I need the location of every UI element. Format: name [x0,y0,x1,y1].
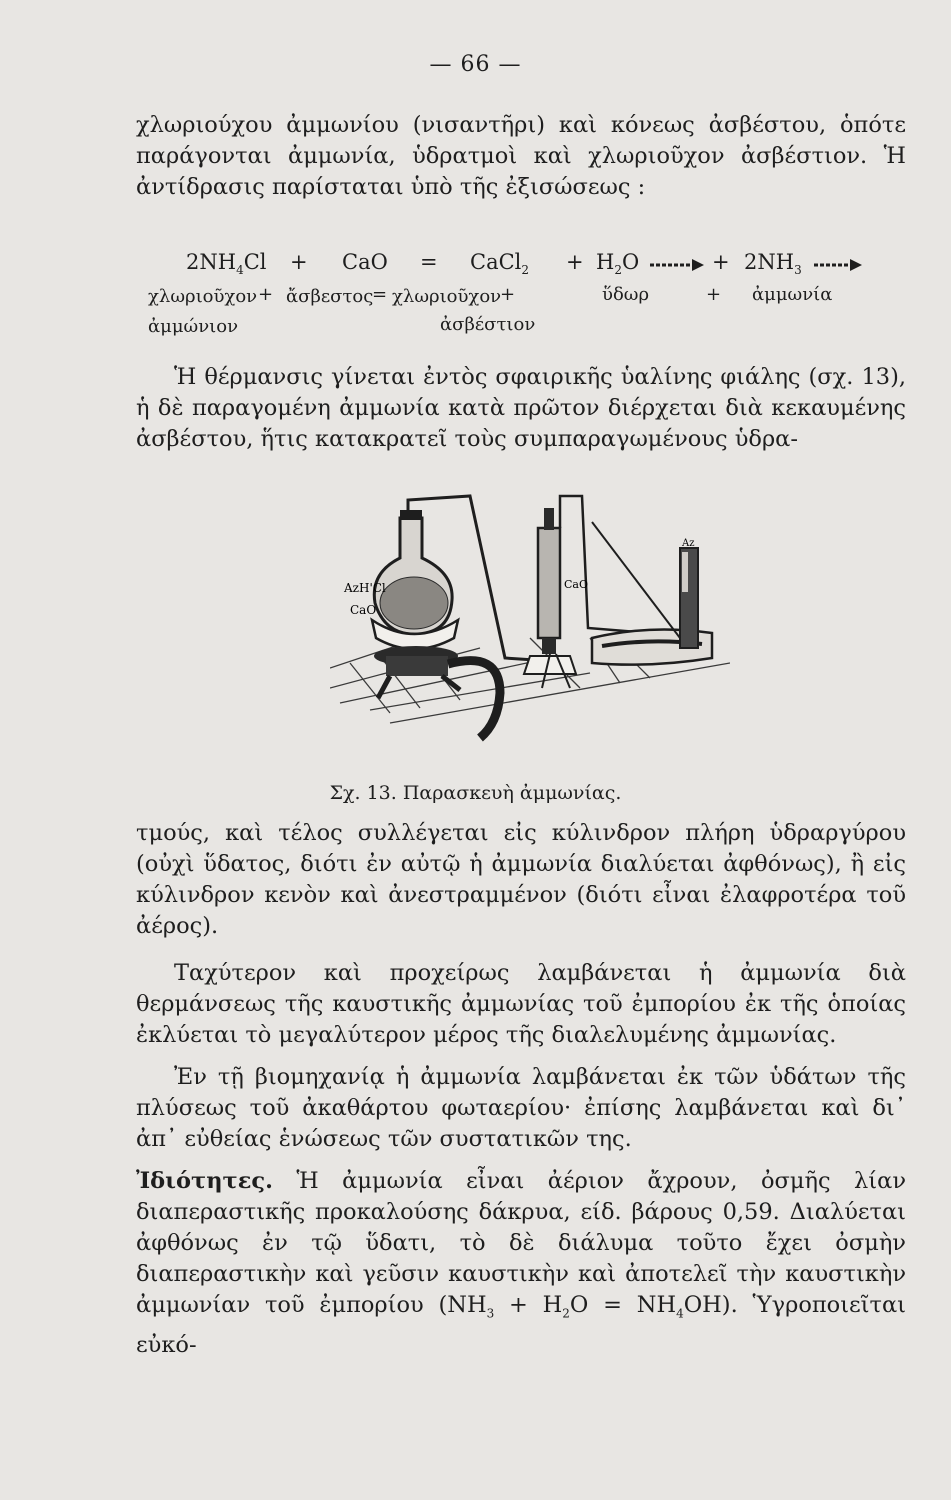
eq-term-nh3: $2NH_3$ [744,250,802,278]
formula: $(NH_3 + H_2O = NH_4OH)$. [438,1292,738,1321]
arrow-icon [648,258,704,272]
apparatus-illustration [330,488,730,773]
eq-word-water: ὕδωρ [602,284,650,305]
eq-equals: = [420,250,438,274]
paragraph-intro: χλωριούχου ἀμμωνίου (νισαντῆρι) καὶ κόνεως ἀσβέστου, ὁπότε παράγονται ἀμμωνία, ὑδρατμοὶ καὶ χλωριοῦχον ἀσβέστιον. Ἡ ἀντίδρασις παρίσταται ὑπὸ τῆς ἐξισώσεως : [136,112,906,200]
figure-caption: Σχ. 13. Παρασκευὴ ἀμμωνίας. [329,782,622,804]
eq-plus: + [566,250,584,274]
paragraph-collection: τμούς, καὶ τέλος συλλέγεται εἰς κύλινδρον πλήρη ὑδραργύρου (οὐχὶ ὕδατος, διότι ἐν αὐτῷ ἡ ἀμμωνία διαλύεται ἀφθόνως), ἢ εἰς κύλινδρον κενὸν καὶ ἀνεστραμμένον (διότι εἶναι ἐλαφροτέρα τοῦ ἀέρος). [136,820,906,939]
eq-term-h2o: $H_2O$ [596,250,640,278]
paragraph-properties: Ἰδιότητες. Ἡ ἀμμωνία εἶναι ἀέριον ἄχρουν, ὀσμῆς λίαν διαπεραστικῆς προκαλούσης δάκρυα, είδ. βάρους 0,59. Διαλύεται ἀφθόνως ἐν τῷ ὕδατι, τὸ δὲ διάλυμα τοῦτο ἔχει ὀσμὴν διαπεραστικὴν καὶ γεῦσιν καυστικὴν καὶ ἀποτελεῖ τὴν καυστικὴν ἀμμωνίαν τοῦ ἐμπορίου $(NH_3 + H_2O = NH_4OH)$. Ὑγροποιεῖται εὐκό- [136,1168,906,1358]
arrow-icon [812,258,862,272]
eq-term-nh4cl: $2NH_4Cl$ [186,250,267,278]
eq-term-cao: CaO [342,250,388,274]
page-number: — 66 — [429,52,522,77]
eq-word-plus: + [706,284,722,305]
eq-word-ammonium: ἀμμώνιον [148,316,239,337]
label-flask-cao: CaO [350,603,377,617]
eq-word-lime: ἄσβεστος [286,286,374,307]
eq-word-calcium: ἀσβέστιον [440,314,536,335]
eq-plus: + [712,250,730,274]
eq-plus: + [290,250,308,274]
eq-word-plus: + [258,284,274,305]
eq-term-cacl2: CaCl$_2$ [470,250,530,278]
section-heading: Ἰδιότητες. [136,1168,273,1194]
label-jar: Az [682,538,695,549]
label-flask: AzH'Cl [344,581,386,595]
eq-word-ammonia: ἀμμωνία [752,284,833,305]
paragraph-alt-method: Ταχύτερον καὶ προχείρως λαμβάνεται ἡ ἀμμωνία διὰ θερμάνσεως τῆς καυστικῆς ἀμμωνίας τοῦ ἐμπορίου ἐκ τῆς ὁποίας ἐκλύεται τὸ μεγαλύτερον μέρος τῆς διαλελυμένης ἀμμωνίας. [136,960,906,1048]
paragraph-heating: Ἡ θέρμανσις γίνεται ἐντὸς σφαιρικῆς ὑαλίνης φιάλης (σχ. 13), ἡ δὲ παραγομένη ἀμμωνία κατὰ πρῶτον διέρχεται διὰ κεκαυμένης ἀσβέστου, ἥτις κατακρατεῖ τοὺς συμπαραγωμένους ὑδρα- [136,364,906,452]
eq-word-chloride2: χλωριοῦχον [392,286,502,307]
eq-word-plus: + [500,284,516,305]
eq-word-chloride: χλωριοῦχον [148,286,258,307]
paragraph-industry: Ἐν τῇ βιομηχανίᾳ ἡ ἀμμωνία λαμβάνεται ἐκ τῶν ὑδάτων τῆς πλύσεως τοῦ ἀκαθάρτου φωταερίου· ἐπίσης λαμβάνεται καὶ δι᾽ ἀπ᾽ εὐθείας ἑνώσεως τῶν συστατικῶν της. [136,1064,906,1152]
eq-word-equals: = [372,284,388,305]
label-tube: CaO [564,578,588,591]
